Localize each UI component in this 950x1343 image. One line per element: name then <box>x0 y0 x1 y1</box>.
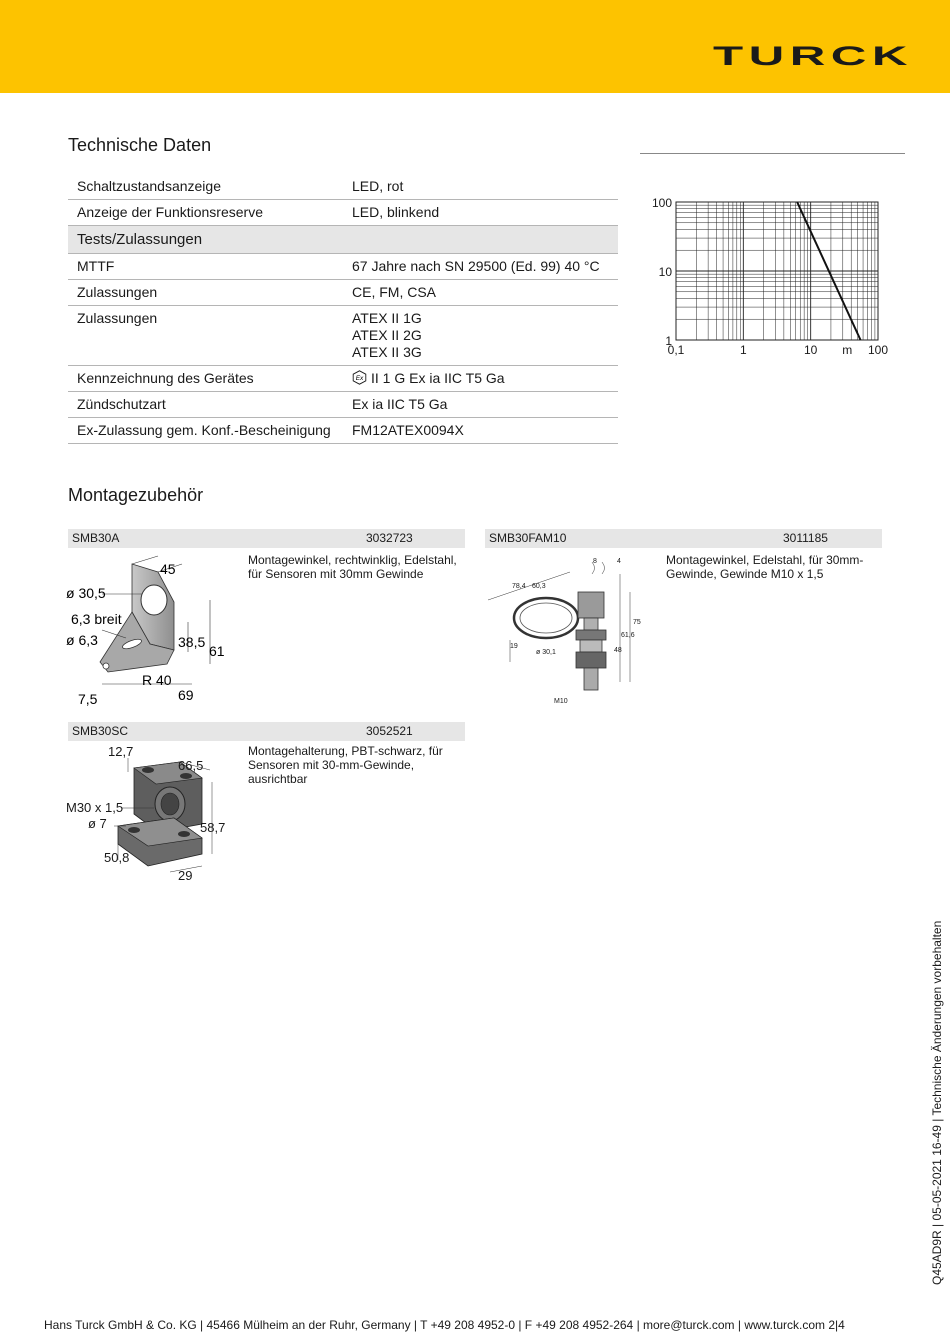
smb30sc-drawing <box>62 742 237 887</box>
range-chart <box>640 190 900 365</box>
svg-text:TURCK: TURCK <box>713 44 913 68</box>
accessory-header: SMB30A 3032723 <box>68 529 465 548</box>
table-row: Zulassungen ATEX II 1G ATEX II 2G ATEX II 3G <box>68 306 618 366</box>
section-title-accessories: Montagezubehör <box>68 485 204 505</box>
accessory-description: Montagehalterung, PBT-schwarz, für Sensoren mit 30-mm-Gewinde, ausrichtbar <box>248 744 443 786</box>
svg-text:58,7: 58,7 <box>200 820 226 835</box>
svg-text:4: 4 <box>617 558 621 565</box>
svg-text:R 40: R 40 <box>142 672 172 688</box>
turck-logo <box>712 44 914 68</box>
table-row: MTTF 67 Jahre nach SN 29500 (Ed. 99) 40 °C <box>68 254 618 280</box>
smb30a-drawing <box>62 552 242 712</box>
accessory-header: SMB30FAM10 3011185 <box>485 529 882 548</box>
svg-text:38,5: 38,5 <box>178 634 206 650</box>
svg-text:7,5: 7,5 <box>78 691 98 707</box>
y-tick-label: 100 <box>651 196 672 210</box>
svg-text:ø 30,5: ø 30,5 <box>66 585 106 601</box>
svg-text:Ex: Ex <box>355 375 364 382</box>
svg-text:19: 19 <box>510 643 518 650</box>
side-note: Q45AD9R | 05-05-2021 16-49 | Technische Änderungen vorbehalten <box>930 920 944 1285</box>
divider <box>640 153 905 154</box>
table-row: Schaltzustandsanzeige LED, rot <box>68 174 618 200</box>
svg-text:60,3: 60,3 <box>532 583 546 590</box>
svg-text:69: 69 <box>178 687 194 703</box>
svg-text:66,5: 66,5 <box>178 758 204 773</box>
ex-hexagon-icon <box>352 370 367 385</box>
footer: Hans Turck GmbH & Co. KG | 45466 Mülheim an der Ruhr, Germany | T +49 208 4952-0 | F +49 208 4952-264 | more@turck.com | www.turck.com 2|4 <box>44 1318 845 1332</box>
svg-text:ø 6,3: ø 6,3 <box>66 632 98 648</box>
section-title-tech: Technische Daten <box>68 135 212 155</box>
svg-text:M10: M10 <box>554 698 568 705</box>
smb30fam10-drawing <box>480 552 650 707</box>
x-unit-label: m <box>842 343 853 357</box>
svg-text:61,6: 61,6 <box>621 632 635 639</box>
svg-text:45: 45 <box>160 561 176 577</box>
svg-text:ø 30,1: ø 30,1 <box>536 649 556 656</box>
x-tick-label: 100 <box>867 343 889 357</box>
accessory-header: SMB30SC 3052521 <box>68 722 465 741</box>
table-row: Zündschutzart Ex ia IIC T5 Ga <box>68 392 618 418</box>
x-tick-label: 1 <box>739 343 747 357</box>
svg-text:29: 29 <box>178 868 193 883</box>
table-row: Kennzeichnung des Gerätes Ex II 1 G Ex ia IIC T5 Ga <box>68 366 618 392</box>
table-row: Zulassungen CE, FM, CSA <box>68 280 618 306</box>
y-tick-label: 10 <box>658 265 672 279</box>
svg-text:50,8: 50,8 <box>104 850 130 865</box>
svg-text:6,3 breit: 6,3 breit <box>71 611 122 627</box>
svg-text:M30 x 1,5: M30 x 1,5 <box>66 800 124 815</box>
svg-text:12,7: 12,7 <box>108 744 134 759</box>
x-tick-label: 10 <box>803 343 818 357</box>
svg-text:75: 75 <box>633 619 641 626</box>
tech-table <box>68 174 618 444</box>
accessory-description: Montagewinkel, Edelstahl, für 30mm-Gewinde, Gewinde M10 x 1,5 <box>666 553 864 581</box>
y-tick-label: 1 <box>665 334 672 348</box>
x-tick-label: 0,1 <box>667 343 685 357</box>
svg-text:48: 48 <box>614 647 622 654</box>
svg-text:8: 8 <box>593 558 597 565</box>
svg-text:ø 7: ø 7 <box>88 816 107 831</box>
accessory-description: Montagewinkel, rechtwinklig, Edelstahl, für Sensoren mit 30mm Gewinde <box>248 553 457 581</box>
table-row: Anzeige der Funktionsreserve LED, blinkend <box>68 200 618 226</box>
table-group-row: Tests/Zulassungen <box>68 226 618 254</box>
svg-text:61: 61 <box>209 643 225 659</box>
table-row: Ex-Zulassung gem. Konf.-Bescheinigung FM12ATEX0094X <box>68 418 618 444</box>
svg-text:78,4: 78,4 <box>512 583 526 590</box>
